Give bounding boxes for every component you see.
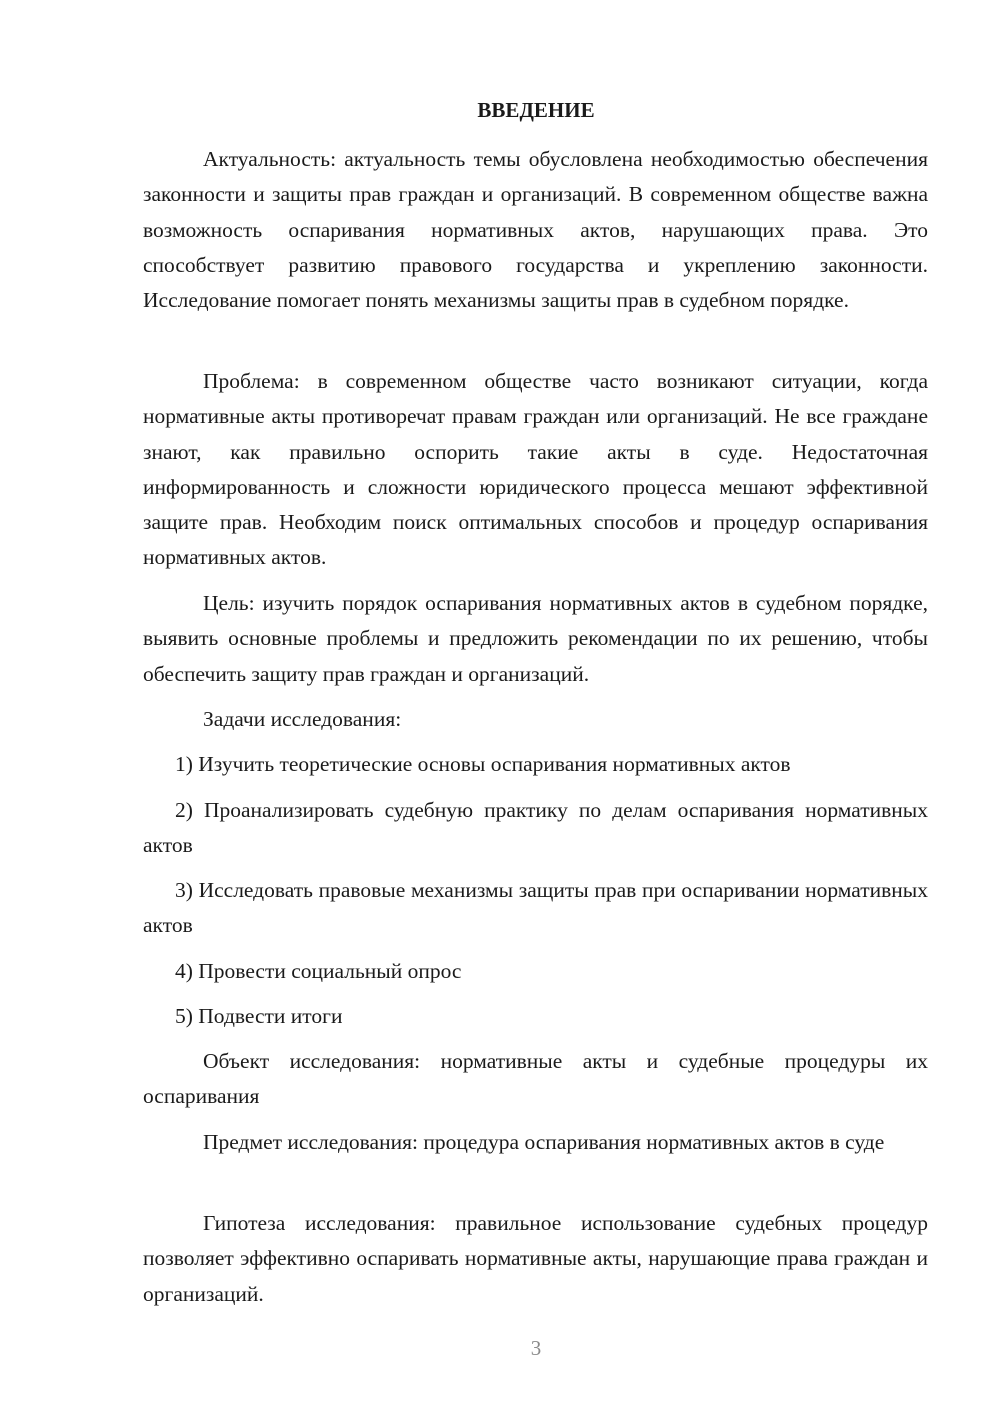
- task-item-3: 3) Исследовать правовые механизмы защиты прав при оспаривании нормативных актов: [143, 878, 928, 938]
- paragraph-problem: Проблема: в современном обществе часто возникают ситуации, когда нормативные акты противоречат правам граждан или организаций. Не все граждане знают, как правильно оспорить такие акты в суде. Недостаточная информированность и сложности юридического процесса мешают эффективной защите прав. Необходим поиск оптимальных способов и процедур оспаривания нормативных актов.: [143, 369, 928, 570]
- task-item-5: 5) Подвести итоги: [175, 1004, 343, 1028]
- tasks-heading: Задачи исследования:: [203, 707, 402, 731]
- paragraph-object: Объект исследования: нормативные акты и судебные процедуры их оспаривания: [143, 1049, 928, 1109]
- paragraph-goal: Цель: изучить порядок оспаривания нормативных актов в судебном порядке, выявить основные проблемы и предложить рекомендации по их решению, чтобы обеспечить защиту прав граждан и организаций.: [143, 591, 928, 686]
- paragraph-hypothesis: Гипотеза исследования: правильное использование судебных процедур позволяет эффективно оспаривать нормативные акты, нарушающие права граждан и организаций.: [143, 1211, 928, 1306]
- paragraph-subject: Предмет исследования: процедура оспаривания нормативных актов в суде: [203, 1130, 885, 1154]
- page-title: ВВЕДЕНИЕ: [477, 98, 595, 122]
- task-item-2: 2) Проанализировать судебную практику по делам оспаривания нормативных актов: [143, 798, 928, 858]
- paragraph-relevance: Актуальность: актуальность темы обусловлена необходимостью обеспечения законности и защиты прав граждан и организаций. В современном обществе важна возможность оспаривания нормативных актов, нарушающих права. Это способствует развитию правового государства и укреплению законности. Исследование помогает понять механизмы защиты прав в судебном порядке.: [143, 147, 928, 313]
- page-number: 3: [530, 1336, 542, 1360]
- task-item-4: 4) Провести социальный опрос: [175, 959, 462, 983]
- task-item-1: 1) Изучить теоретические основы оспаривания нормативных актов: [175, 752, 791, 776]
